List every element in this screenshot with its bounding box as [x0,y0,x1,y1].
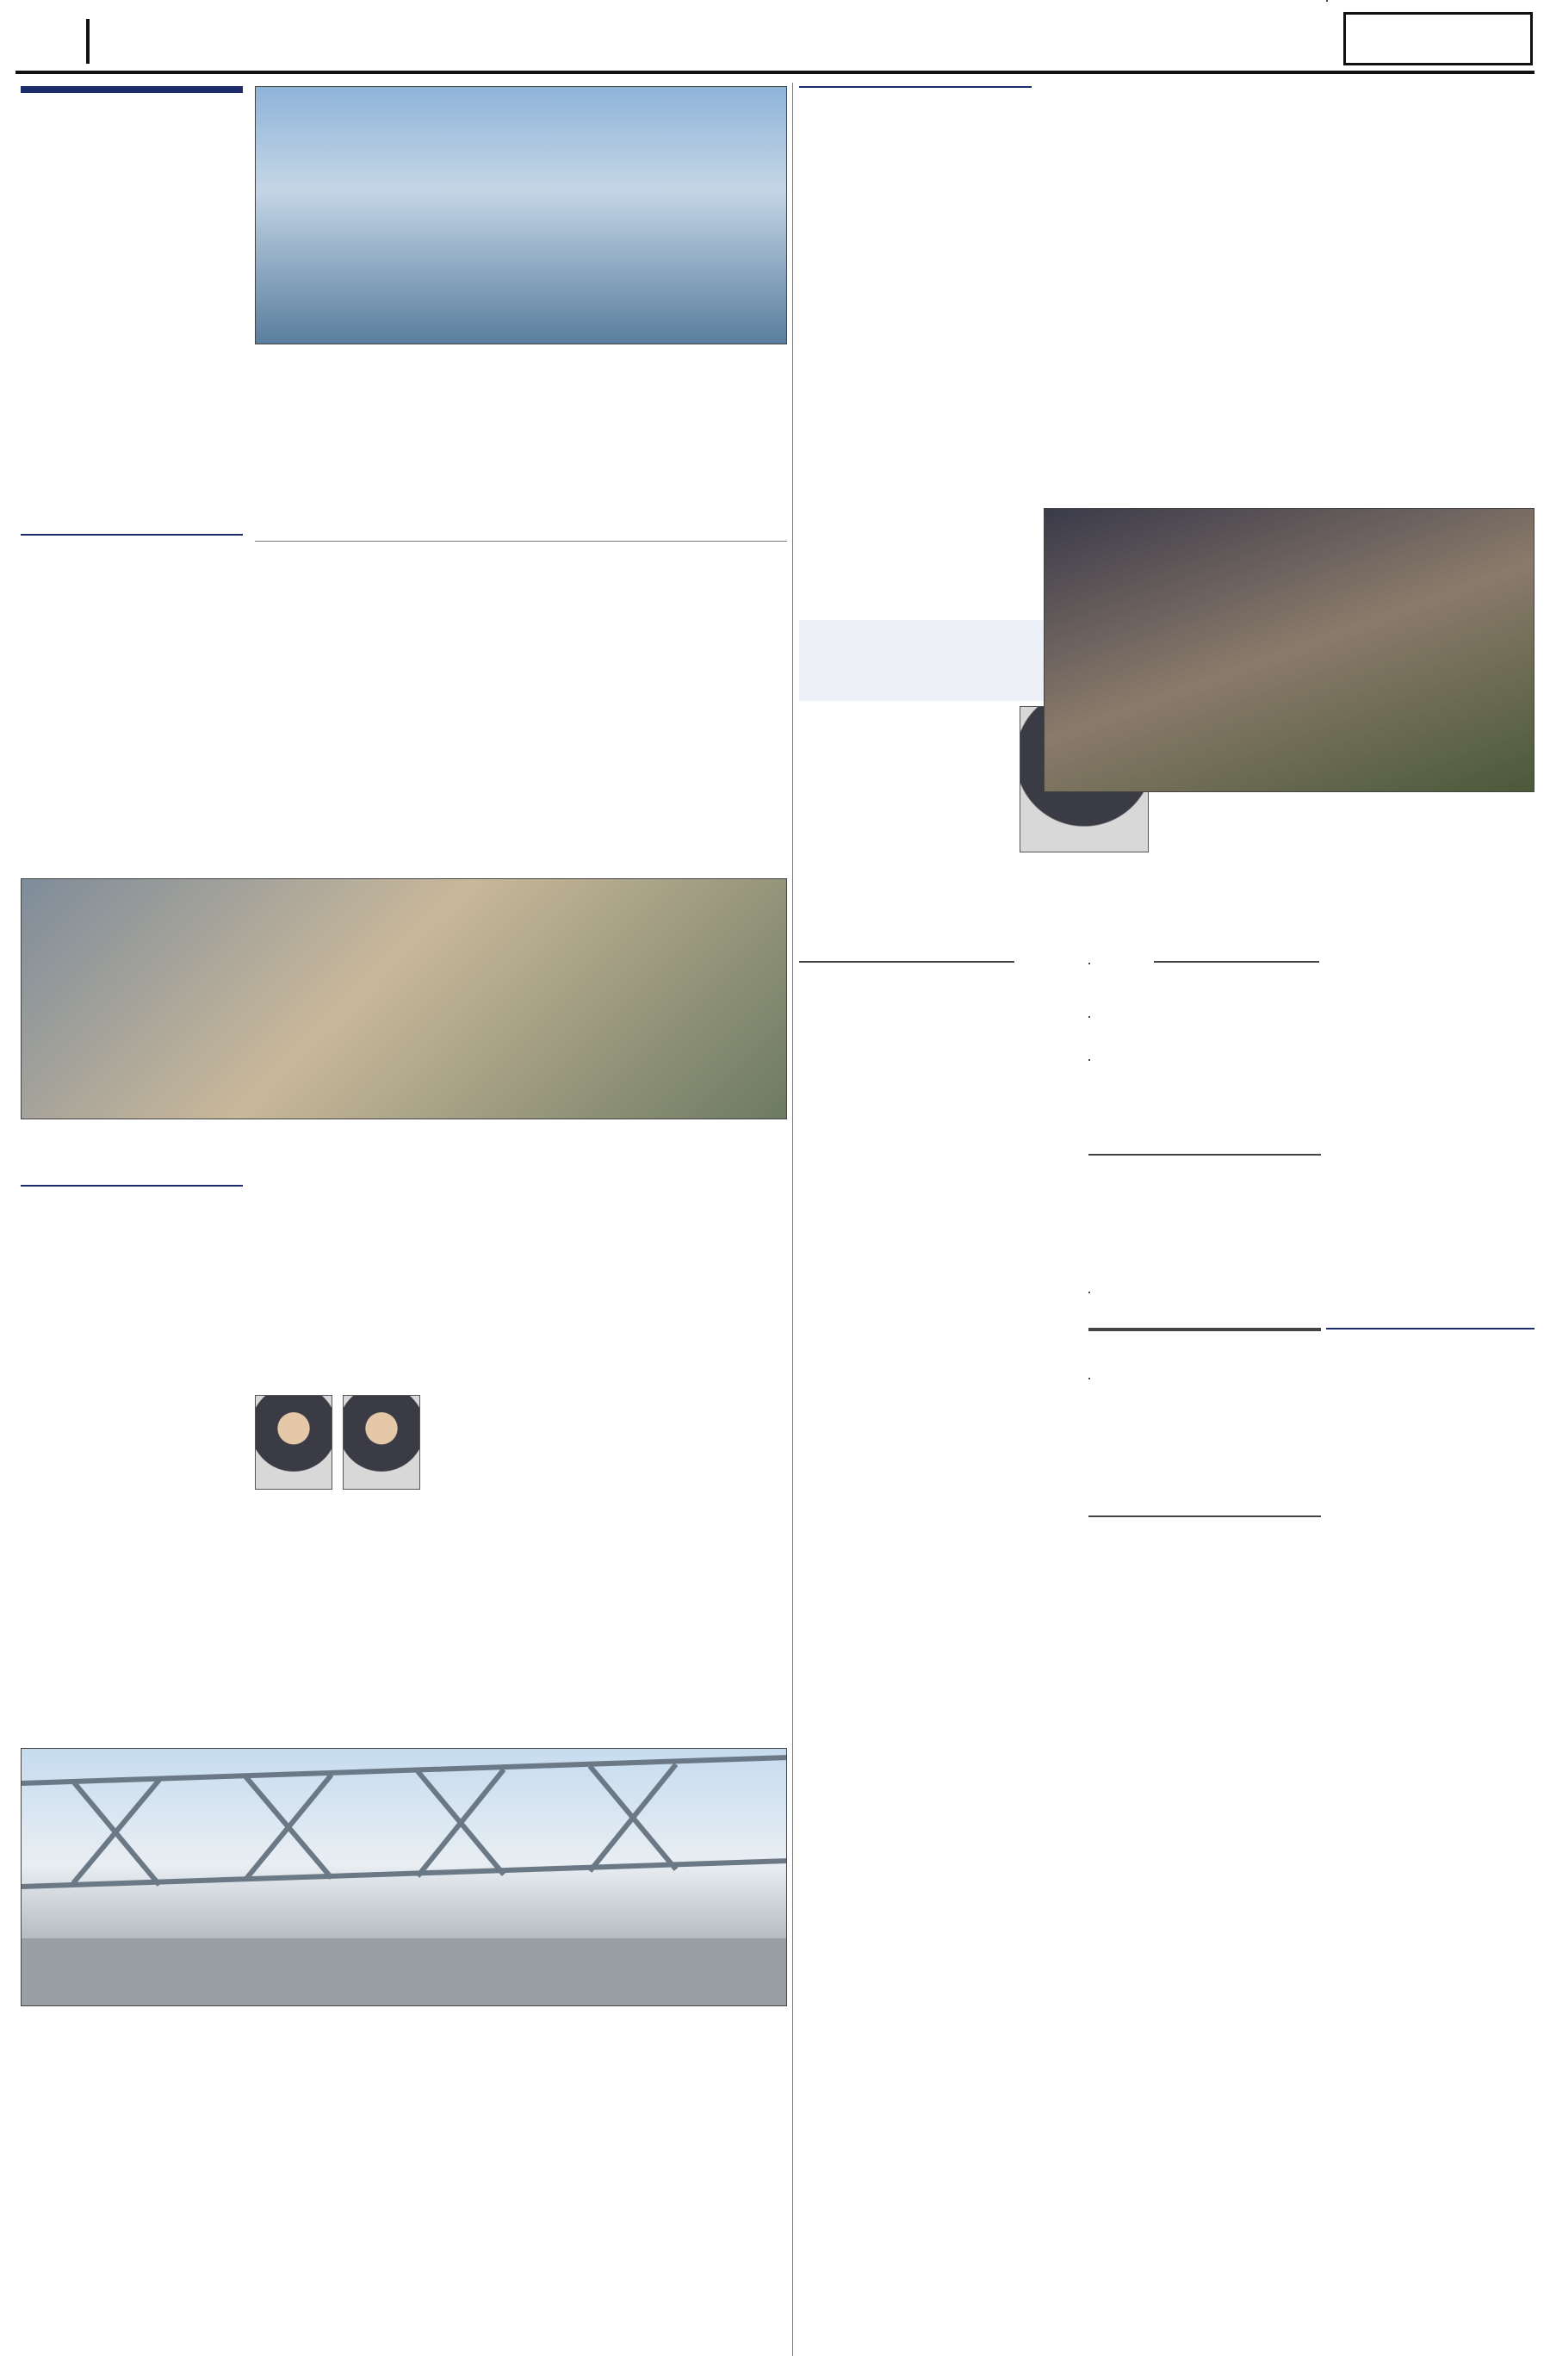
election-fraud-body [1044,231,1534,498]
article-shibganj-headline [21,86,243,93]
rule [255,541,787,542]
chatmohar-kicker [255,1185,787,1211]
mother-candidate-body [799,706,1014,956]
masthead-logo [1343,12,1533,65]
sirajganj-arrest-body [799,184,1032,615]
spacer-5 [1088,1154,1321,1156]
spacer-8 [1088,1378,1090,1379]
chatmohar-headline [255,1212,787,1316]
election-fraud-kicker [1044,86,1534,117]
adamdighi-arrest-body [21,622,243,871]
fulbari-headline [799,1748,1316,1843]
candidate-right-caption [343,1493,422,1514]
mother-candidate-portrait-caption [1020,856,1149,877]
spacer-3 [1088,1059,1090,1061]
spacer-30 [1088,1328,1090,1329]
column-divider [792,83,793,2356]
milad-body [1326,961,1534,1323]
candidate-left-portrait [255,1395,332,1490]
atwari-headline [799,1329,1083,1407]
candidate-right-portrait [343,1395,420,1490]
adamdighi-arrest-headline [21,536,243,539]
fulbari-body-continued [799,2104,990,2361]
rangpur-headline-box [21,1185,243,1267]
sirajganj-arrest-headline [799,88,1032,91]
chapai-headline [1020,961,1316,1047]
fulbari-body [799,1848,1316,2098]
spacer-13 [1088,1328,1321,1329]
candidate-left-caption [255,1493,334,1514]
spacer-37 [1088,1515,1090,1517]
vaccine-kicker [255,393,787,424]
spacer-38 [1326,0,1328,2]
milad-photo-caption [1154,797,1534,849]
rangpur-body [21,1271,243,1736]
header-divider [86,19,90,64]
spacer-14 [1088,1016,1090,1018]
spacer-36 [1088,963,1090,964]
chatmohar-intro [255,1321,787,1390]
spacer-4 [1088,1292,1090,1293]
rangpur-headline [21,1187,243,1190]
vaccine-body [255,546,787,865]
chapai-body [1020,1051,1316,1326]
spacer-33 [799,961,1014,963]
workshop-photo [21,878,787,1119]
cyclists-photo-caption [21,2010,787,2065]
sirajganj-press-headline [1326,1329,1534,1333]
election-fraud-headline [1044,121,1534,224]
atwari-body [799,1410,1083,1738]
spacer-35 [1088,1515,1321,1517]
sirajganj-press-body [1326,1426,1534,2184]
vaccine-headline [255,425,787,537]
seed-headline [21,2073,787,2168]
vaccine-photo-caption [255,348,787,389]
training-body [999,2177,1316,2361]
workshop-photo-caption [21,1123,787,1180]
header-rule [16,71,1534,74]
milad-headline [1154,852,1534,956]
article-shibganj-body [21,148,243,527]
spacer-2 [1088,1329,1321,1331]
cyclists-bridge-photo [21,1748,787,2006]
chatmohar-body [431,1395,787,1739]
milad-photo [1044,508,1534,792]
adamdighi-arrest-headline-box [21,534,243,620]
sirajganj-arrest-headline-box [799,86,1032,183]
seed-body [21,2173,787,2363]
spacer-32 [1154,961,1319,963]
vaccine-photo [255,86,787,344]
sirajganj-press-headline-box [1326,1328,1534,1422]
bridge-girders-illustration [22,1749,787,2006]
training-headline [999,2104,1316,2173]
